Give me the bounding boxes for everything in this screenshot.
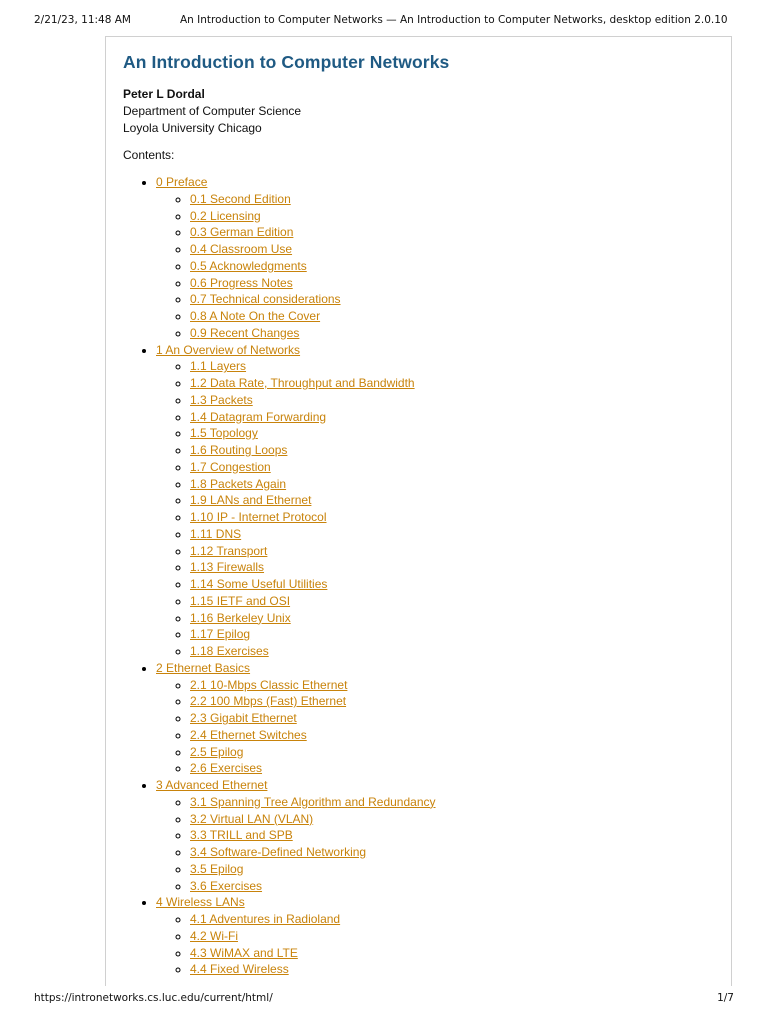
toc-section-link[interactable]: 2.6 Exercises <box>190 761 263 776</box>
toc-section-link[interactable]: 2.3 Gigabit Ethernet <box>190 711 297 725</box>
toc-section-link[interactable]: 3.1 Spanning Tree Algorithm and Redundancy <box>190 794 436 809</box>
toc-section <box>190 945 723 962</box>
toc-section-link[interactable]: 1.5 Topology <box>190 426 258 441</box>
toc-section-link[interactable]: 4.3 WiMAX and LTE <box>190 945 298 960</box>
toc-section <box>190 459 723 476</box>
toc-chapter <box>156 777 723 894</box>
toc-section <box>190 241 723 258</box>
toc-section <box>190 526 723 543</box>
toc-section <box>190 208 723 225</box>
toc-chapter-link[interactable]: 4 Wireless LANs <box>156 895 245 910</box>
toc-section-link[interactable]: 4.1 Adventures in Radioland <box>190 912 341 926</box>
toc-section-link[interactable]: 1.15 IETF and OSI <box>190 593 291 608</box>
toc-section-link[interactable]: 3.5 Epilog <box>190 861 244 876</box>
toc-section-link[interactable]: 1.6 Routing Loops <box>190 443 288 457</box>
toc-section-link[interactable]: 0.2 Licensing <box>190 208 261 223</box>
toc-chapter-link[interactable]: 1 An Overview of Networks <box>156 342 301 357</box>
page-title: An Introduction to Computer Networks <box>123 52 450 72</box>
toc-section-link[interactable]: 1.14 Some Useful Utilities <box>190 577 328 591</box>
toc-section-link[interactable]: 1.9 LANs and Ethernet <box>190 493 312 508</box>
toc-section <box>190 492 723 509</box>
toc-section <box>190 693 723 710</box>
print-page-title: An Introduction to Computer Networks — An Introduction to Computer Networks, desktop edition 2.0.10 <box>180 14 728 26</box>
toc-section-link[interactable]: 0.4 Classroom Use <box>190 242 293 256</box>
toc-section <box>190 409 723 426</box>
toc-section <box>190 275 723 292</box>
print-url: https://intronetworks.cs.luc.edu/current/html/ <box>34 992 273 1004</box>
toc-section <box>190 643 723 660</box>
toc-section-list <box>156 794 723 895</box>
toc-section <box>190 744 723 761</box>
toc-section-list <box>156 677 723 778</box>
print-datetime: 2/21/23, 11:48 AM <box>34 14 131 26</box>
toc-section <box>190 375 723 392</box>
toc-section <box>190 509 723 526</box>
toc-section-link[interactable]: 0.5 Acknowledgments <box>190 258 307 273</box>
toc-section <box>190 710 723 727</box>
toc-section <box>190 827 723 844</box>
toc-section <box>190 961 723 978</box>
toc-section-link[interactable]: 3.3 TRILL and SPB <box>190 828 293 843</box>
toc-section-link[interactable]: 1.4 Datagram Forwarding <box>190 409 327 424</box>
author-block <box>123 86 723 137</box>
toc-section <box>190 760 723 777</box>
toc-chapter <box>156 660 723 777</box>
toc-section-link[interactable]: 1.3 Packets <box>190 392 253 407</box>
print-header <box>34 14 734 30</box>
contents-label: Contents: <box>123 148 175 162</box>
toc-section-link[interactable]: 2.5 Epilog <box>190 744 244 759</box>
toc-section-link[interactable]: 3.2 Virtual LAN (VLAN) <box>190 811 314 826</box>
toc-section <box>190 928 723 945</box>
toc-section-link[interactable]: 2.2 100 Mbps (Fast) Ethernet <box>190 694 347 709</box>
toc-section <box>190 593 723 610</box>
university: Loyola University Chicago <box>123 121 262 135</box>
toc-section-list <box>156 358 723 660</box>
toc-section-link[interactable]: 0.8 A Note On the Cover <box>190 309 321 323</box>
toc-section-link[interactable]: 1.7 Congestion <box>190 459 271 474</box>
toc-section <box>190 911 723 928</box>
toc-chapter <box>156 174 723 342</box>
toc-chapter-link[interactable]: 3 Advanced Ethernet <box>156 778 268 792</box>
toc-section <box>190 308 723 325</box>
toc-section-list <box>156 191 723 342</box>
toc-section <box>190 224 723 241</box>
toc-section <box>190 811 723 828</box>
toc-section-link[interactable]: 4.4 Fixed Wireless <box>190 962 289 977</box>
toc-chapter <box>156 342 723 660</box>
print-footer <box>34 992 734 1008</box>
toc-section <box>190 861 723 878</box>
toc-section-link[interactable]: 3.6 Exercises <box>190 878 263 893</box>
toc-section <box>190 677 723 694</box>
department: Department of Computer Science <box>123 104 302 118</box>
toc-section <box>190 610 723 627</box>
toc-section <box>190 325 723 342</box>
author-name: Peter L Dordal <box>123 87 205 101</box>
toc-chapter-link[interactable]: 2 Ethernet Basics <box>156 660 251 675</box>
toc-section-link[interactable]: 3.4 Software-Defined Networking <box>190 845 367 859</box>
toc-section <box>190 392 723 409</box>
toc-section-link[interactable]: 1.13 Firewalls <box>190 560 265 575</box>
toc-section-link[interactable]: 0.1 Second Edition <box>190 191 291 206</box>
toc-section <box>190 626 723 643</box>
toc-section <box>190 727 723 744</box>
toc-section <box>190 258 723 275</box>
toc-chapter-link[interactable]: 0 Preface <box>156 175 208 189</box>
toc-section <box>190 576 723 593</box>
toc-section-link[interactable]: 1.17 Epilog <box>190 627 251 642</box>
toc-section-link[interactable]: 2.4 Ethernet Switches <box>190 727 307 742</box>
toc-chapter <box>156 894 723 978</box>
toc-section-link[interactable]: 1.1 Layers <box>190 359 247 374</box>
toc-section-list <box>156 911 723 978</box>
toc-section <box>190 425 723 442</box>
toc-section-link[interactable]: 2.1 10-Mbps Classic Ethernet <box>190 677 348 692</box>
toc-section <box>190 559 723 576</box>
toc-section-link[interactable]: 1.2 Data Rate, Throughput and Bandwidth <box>190 376 415 390</box>
toc-section-link[interactable]: 1.10 IP - Internet Protocol <box>190 510 327 524</box>
toc-section-link[interactable]: 1.18 Exercises <box>190 644 269 658</box>
toc-section <box>190 291 723 308</box>
toc-section-link[interactable]: 1.8 Packets Again <box>190 476 287 491</box>
toc-section <box>190 358 723 375</box>
toc-section <box>190 844 723 861</box>
toc-section <box>190 191 723 208</box>
toc-section-link[interactable]: 1.11 DNS <box>190 526 242 541</box>
toc-section-link[interactable]: 0.9 Recent Changes <box>190 325 300 340</box>
table-of-contents <box>123 174 723 978</box>
toc-section-link[interactable]: 1.12 Transport <box>190 543 268 558</box>
print-page-number: 1/7 <box>717 992 734 1004</box>
toc-section-link[interactable]: 0.3 German Edition <box>190 225 294 240</box>
toc-section-link[interactable]: 4.2 Wi-Fi <box>190 928 238 943</box>
toc-section <box>190 794 723 811</box>
toc-section <box>190 878 723 895</box>
toc-section <box>190 476 723 493</box>
toc-section-link[interactable]: 0.6 Progress Notes <box>190 275 293 290</box>
document-content <box>123 50 723 978</box>
toc-section <box>190 442 723 459</box>
toc-section-link[interactable]: 0.7 Technical considerations <box>190 292 341 307</box>
toc-section <box>190 543 723 560</box>
toc-section-link[interactable]: 1.16 Berkeley Unix <box>190 610 291 625</box>
